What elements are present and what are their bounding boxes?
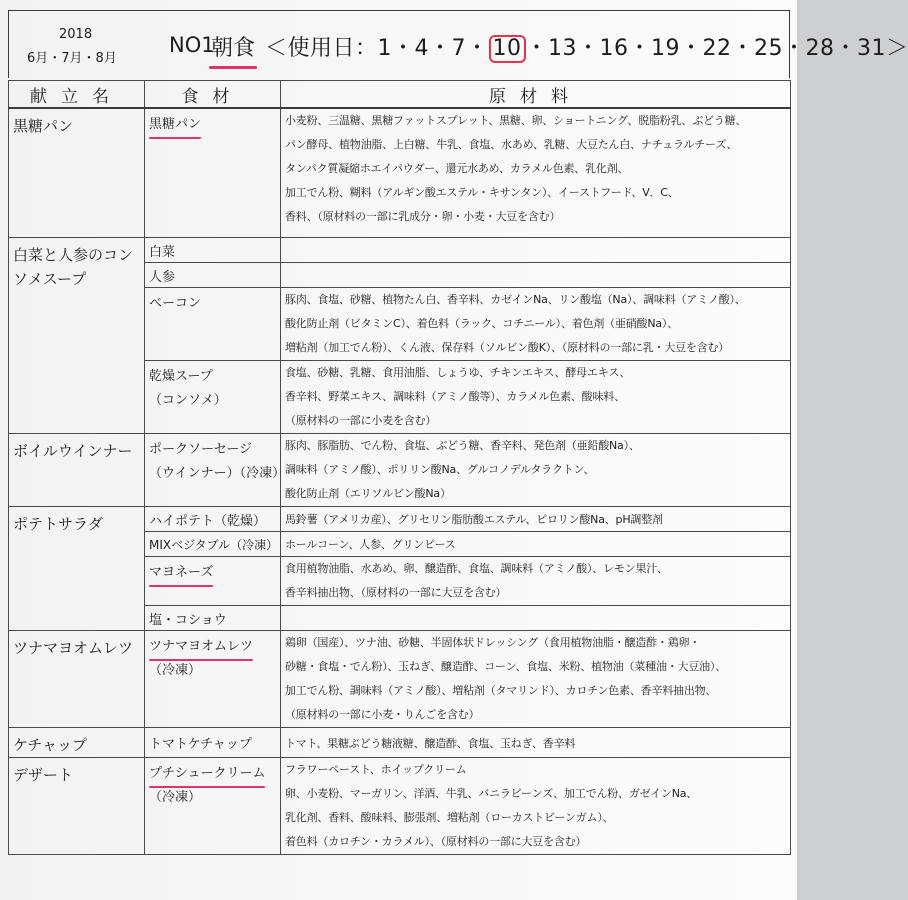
table-row: [9, 434, 791, 507]
usage-dates-suffix: ・13・16・19・22・25・28・31＞: [525, 36, 908, 61]
raw-line: 香料、（原材料の一部に乳成分・卵・小麦・大豆を含む）: [285, 210, 561, 223]
food-name: MIXベジタブル（冷凍）: [145, 532, 281, 557]
raw-line: 豚肉、食塩、砂糖、植物たん白、香辛料、カゼインNa、リン酸塩（Na）、調味料（アミノ酸）、: [285, 293, 746, 306]
food-name: ハイポテト（乾燥）: [145, 507, 281, 532]
raw-materials: [281, 434, 791, 507]
food-name: [145, 108, 281, 238]
raw-materials: ホールコーン、人参、グリンピース: [281, 532, 791, 557]
food-name: [145, 434, 286, 507]
raw-line: 着色料（カロチン・カラメル）、（原材料の一部に大豆を含む）: [285, 835, 587, 848]
raw-materials: [281, 631, 791, 728]
usage-dates: [265, 31, 908, 63]
food-name: 塩・コショウ: [145, 606, 281, 631]
raw-materials: トマト、果糖ぶどう糖液糖、醸造酢、食塩、玉ねぎ、香辛料: [281, 728, 791, 758]
raw-line: （原材料の一部に小麦・りんごを含む）: [285, 708, 480, 721]
raw-materials: [281, 758, 791, 855]
dish-name: ポテトサラダ: [9, 507, 145, 631]
column-header-raw: 原材料: [281, 81, 791, 109]
food-name: 白菜: [145, 238, 281, 263]
table-row: [9, 631, 791, 728]
dish-name: ボイルウインナー: [9, 434, 145, 507]
food-name: [145, 758, 281, 855]
food-name: [145, 361, 281, 434]
raw-line: 鶏卵（国産）、ツナ油、砂糖、半固体状ドレッシング（食用植物油脂・醸造酢・鶏卵・: [285, 636, 701, 649]
food-name: [145, 557, 281, 606]
months-label: 6月・7月・8月: [27, 51, 117, 66]
food-line: [149, 762, 276, 786]
raw-materials: [281, 288, 791, 361]
dish-name: 白菜と人参のコンソメスープ: [9, 238, 145, 434]
meal-number: NO1: [169, 33, 215, 57]
food-name: [145, 631, 281, 728]
raw-line: 食塩、砂糖、乳糖、食用油脂、しょうゆ、チキンエキス、酵母エキス、: [285, 366, 631, 379]
ingredient-table: [8, 80, 791, 855]
food-name-text: プチシュークリーム: [149, 762, 265, 786]
raw-line: 砂糖・食塩・でん粉）、玉ねぎ、醸造酢、コーン、食塩、米粉、植物油（菜種油・大豆油）、: [285, 660, 727, 673]
raw-materials: [281, 557, 791, 606]
column-header-food: 食材: [145, 81, 281, 109]
food-line: （ウインナー）（冷凍）: [149, 466, 286, 481]
column-header-dish: 献立名: [9, 81, 145, 109]
table-row: [9, 758, 791, 855]
dish-name: ツナマヨオムレツ: [9, 631, 145, 728]
raw-line: 食用植物油脂、水あめ、卵、醸造酢、食塩、調味料（アミノ酸）、レモン果汁、: [285, 562, 668, 575]
table-row: [9, 238, 791, 263]
raw-line: フラワーペースト、ホイップクリーム: [285, 763, 467, 776]
table-row: [9, 507, 791, 532]
raw-line: 卵、小麦粉、マーガリン、洋酒、牛乳、バニラビーンズ、加工でん粉、ガゼインNa、: [285, 787, 698, 800]
raw-materials: [281, 361, 791, 434]
food-line: （冷凍）: [149, 790, 202, 805]
table-row: [9, 728, 791, 758]
food-line: （冷凍）: [149, 663, 202, 678]
food-name: ベーコン: [145, 288, 281, 361]
raw-line: 酸化防止剤（エリソルビン酸Na）: [285, 487, 451, 500]
food-line: ポークソーセージ: [149, 442, 252, 457]
raw-line: タンパク質凝縮ホエイパウダー、還元水あめ、カラメル色素、乳化剤、: [285, 162, 629, 175]
food-name-text: 黒糖パン: [149, 113, 201, 137]
meal-name: 朝食: [211, 31, 255, 62]
food-name: 人参: [145, 263, 281, 288]
raw-line: 増粘剤（加工でん粉）、くん液、保存料（ソルビン酸K）、（原材料の一部に乳・大豆を含む）: [285, 341, 730, 354]
raw-line: 香辛料抽出物、（原材料の一部に大豆を含む）: [285, 586, 507, 599]
raw-line: パン酵母、植物油脂、上白糖、牛乳、食塩、水あめ、乳糖、大豆たん白、ナチュラルチーズ、: [285, 138, 738, 151]
raw-line: 酸化防止剤（ビタミンC）、着色料（ラック、コチニール）、着色剤（亜硝酸Na）、: [285, 317, 679, 330]
food-name-text: ツナマヨオムレツ: [149, 635, 253, 659]
raw-line: 加工でん粉、調味料（アミノ酸）、増粘剤（タマリンド）、カロチン色素、香辛料抽出物、: [285, 684, 717, 697]
food-name: トマトケチャップ: [145, 728, 281, 758]
raw-materials: [281, 108, 791, 238]
table-row: [9, 108, 791, 238]
raw-line: 香辛料、野菜エキス、調味料（アミノ酸等）、カラメル色素、酸味料、: [285, 390, 625, 403]
food-line: [149, 635, 276, 659]
raw-line: 豚肉、豚脂肪、でん粉、食塩、ぶどう糖、香辛料、発色剤（亜鉛酸Na）、: [285, 439, 640, 452]
raw-materials: [281, 606, 791, 631]
raw-line: （原材料の一部に小麦を含む）: [285, 414, 437, 427]
food-line: （コンソメ）: [149, 393, 227, 408]
circled-date: 10: [489, 35, 526, 63]
table-header-row: [9, 81, 791, 109]
raw-materials: 馬鈴薯（アメリカ産）、グリセリン脂肪酸エステル、ピロリン酸Na、pH調整剤: [281, 507, 791, 532]
raw-materials: [281, 238, 791, 263]
raw-materials: [281, 263, 791, 288]
usage-dates-prefix: ＜使用日：1・4・7・: [265, 36, 489, 61]
raw-line: 調味料（アミノ酸）、ポリリン酸Na、グルコノデルタラクトン、: [285, 463, 595, 476]
raw-line: 加工でん粉、糊料（アルギン酸エステル・キサンタン）、イーストフード、V．C、: [285, 186, 679, 199]
dish-name: デザート: [9, 758, 145, 855]
menu-header: [8, 10, 908, 78]
dish-name: 黒糖パン: [9, 108, 145, 238]
food-name-text: マヨネーズ: [149, 561, 213, 585]
food-line: 乾燥スープ: [149, 369, 213, 384]
dish-name: ケチャップ: [9, 728, 145, 758]
raw-line: 乳化剤、香料、酸味料、膨張剤、増粘剤（ローカストビーンガム）、: [285, 811, 614, 824]
year-label: 2018: [59, 27, 93, 42]
raw-line: 小麦粉、三温糖、黒糖ファットスプレット、黒糖、卵、ショートニング、脱脂粉乳、ぶどう糖、: [285, 114, 747, 127]
